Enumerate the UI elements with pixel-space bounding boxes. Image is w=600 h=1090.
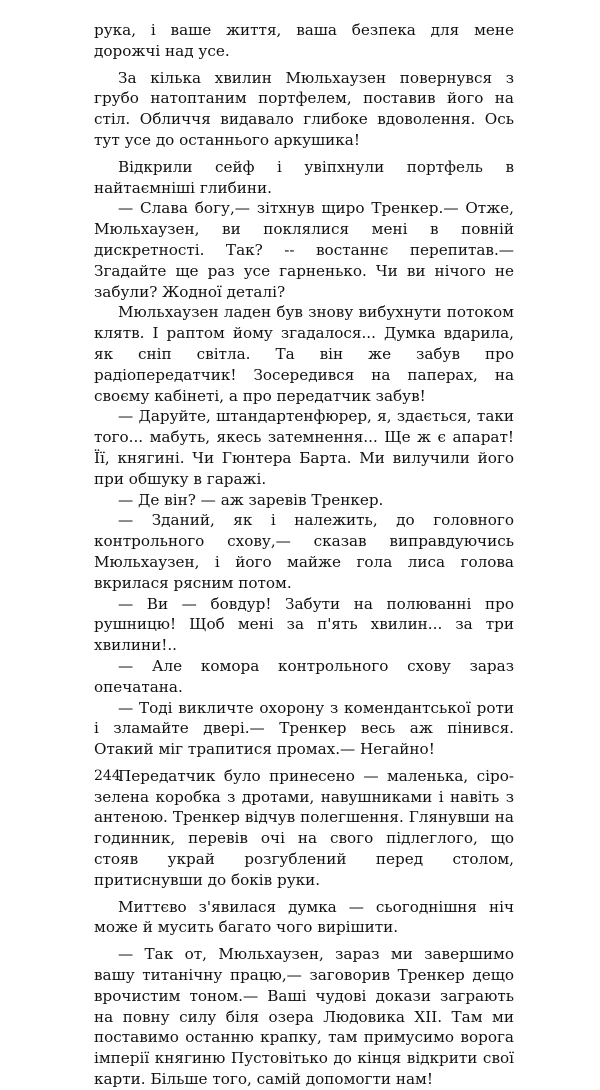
paragraph-1: рука, і ваше життя, ваша безпека для мене дорожчі над усе. xyxy=(94,21,514,60)
paragraph-2: За кілька хвилин Мюльхаузен повернувся з грубо натоптаним портфелем, поставив його на стіл. Обличчя видавало глибоке вдоволення. Ось тут усе до останнього аркушика! xyxy=(94,68,514,149)
paragraph-11: — Тоді викличте охорону з комендантської роти і зламайте двері.— Тренкер весь аж пінився. Отакий міг трапитися промах.— Негайно! xyxy=(94,698,514,759)
paragraph-12: Передатчик було принесено — маленька, сіро-зелена коробка з дротами, навушниками і навіть з антеною. Тренкер відчув полегшення. Глянувши на годинник, перевів очі на свого підлеглого, що стояв украй розгублений перед столом, притиснувши до боків руки. xyxy=(94,766,514,889)
paragraph-10: — Але комора контрольного схову зараз опечатана. xyxy=(94,656,514,696)
paragraph-13: Миттєво з'явилася думка — сьогоднішня ніч може й мусить багато чого вирішити. xyxy=(94,897,514,937)
paragraph-3: Відкрили сейф і увіпхнули портфель в найтаємніші глибини. xyxy=(94,157,514,197)
paragraph-5: Мюльхаузен ладен був знову вибухнути потоком клятв. І раптом йому згадалося... Думка вдарила, як сніп світла. Та він же забув про радіопередатчик! Зосередився на паперах, на своєму кабінеті, а про передатчик забув! xyxy=(94,303,514,405)
body-text xyxy=(94,20,514,1090)
paragraph-9: — Ви — бовдур! Забути на полюванні про рушницю! Щоб мені за п'ять хвилин... за три хвилини!.. xyxy=(94,594,514,655)
page-number: 244 xyxy=(94,768,121,784)
paragraph-14: — Так от, Мюльхаузен, зараз ми завершимо вашу титанічну працю,— заговорив Тренкер дещо врочистим тоном.— Ваші чудові докази заграють на повну силу біля озера Людовика XII. Там ми поставимо останню крапку, там примусимо ворога імперії княгиню Пустовітько до кінця відкрити свої карти. Більше того, самій допомогти нам! xyxy=(94,945,514,1089)
paragraph-8: — Зданий, як і належить, до головного контрольного схову,— сказав виправдуючись Мюльхаузен, і його майже гола лиса голова вкрилася рясним потом. xyxy=(94,511,514,592)
paragraph-6: — Даруйте, штандартенфюрер, я, здається, таки того... мабуть, якесь затемнення... Ще ж є апарат! Її, княгині. Чи Гюнтера Барта. Ми вилучили його при обшуку в гаражі. xyxy=(94,407,514,488)
paragraph-4: — Слава богу,— зітхнув щиро Тренкер.— Отже, Мюльхаузен, ви поклялися мені в повній дискретності. Так? -- востаннє перепитав.— Згадайте ще раз усе гарненько. Чи ви нічого не забули? Жодної деталі? xyxy=(94,199,514,301)
paragraph-7: — Де він? — аж заревів Тренкер. xyxy=(118,490,384,509)
